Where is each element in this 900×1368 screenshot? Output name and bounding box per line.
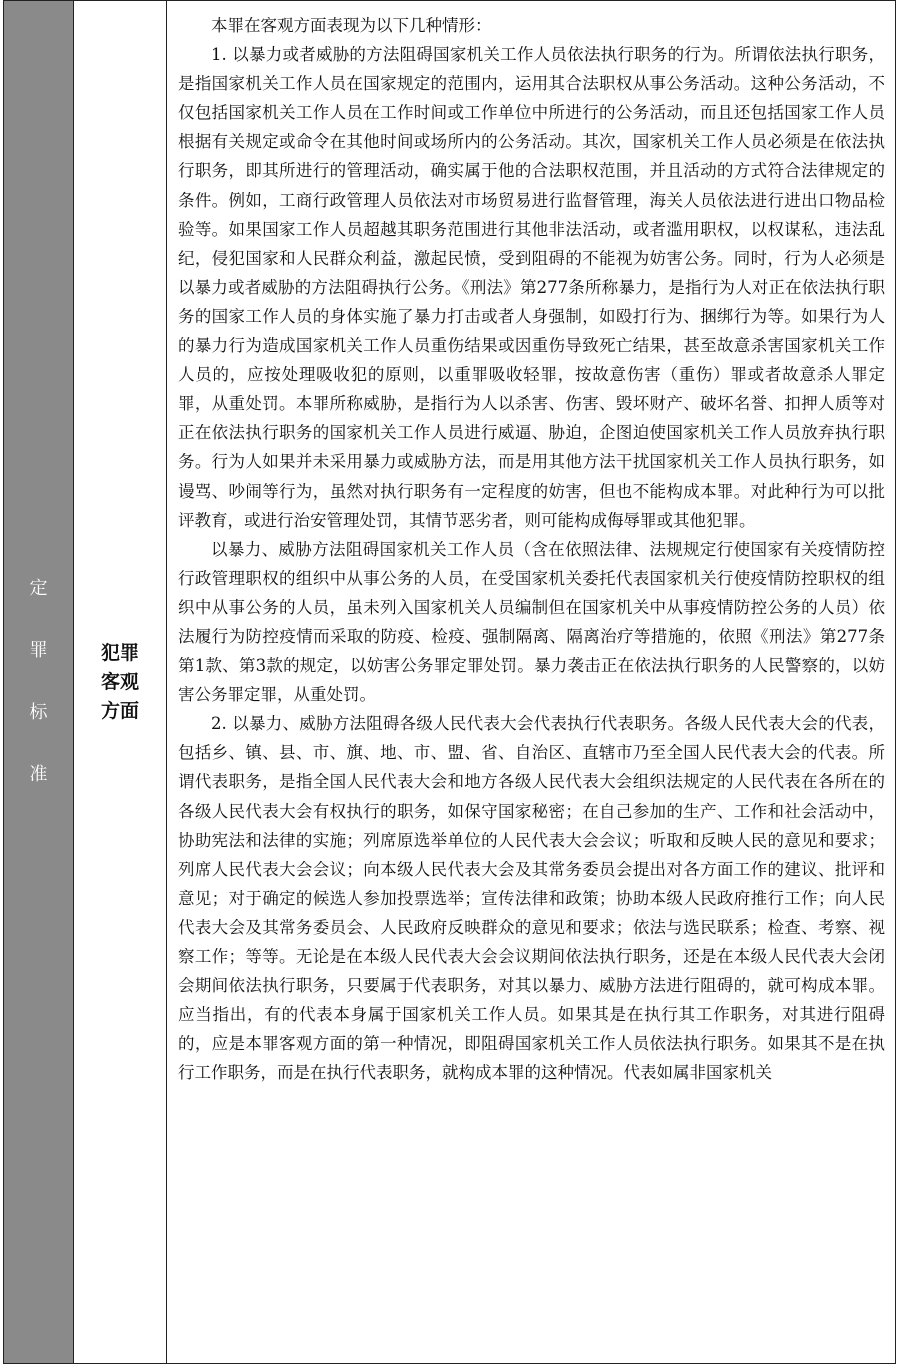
category-char: 罪 — [29, 640, 48, 661]
category-char: 标 — [29, 702, 48, 723]
subcategory-column — [74, 1, 167, 1363]
paragraph-epidemic: 以暴力、威胁方法阻碍国家机关工作人员（含在依照法律、法规规定行使国家有关疫情防控行政管理职权的组织中从事公务的人员，在受国家机关委托代表国家机关行使疫情防控职权的组织中从事公务的人员，虽未列入国家机关人员编制但在国家机关中从事疫情防控公务的人员）依法履行为防控疫情而采取的防疫、检疫、强制隔离、隔离治疗等措施的，依照《刑法》第277条第1款、第3款的规定，以妨害公务罪定罪处罚。暴力袭击正在依法执行职务的人民警察的，以妨害公务罪定罪，从重处罚。 — [178, 539, 885, 705]
subcategory-line: 犯罪 — [100, 641, 139, 664]
paragraph-situation-1: 1. 以暴力或者威胁的方法阻碍国家机关工作人员依法执行职务的行为。所谓依法执行职务，是指国家机关工作人员在国家规定的范围内，运用其合法职权从事公务活动。这种公务活动，不仅包括国家机关工作人员在工作时间或工作单位中所进行的公务活动，而且还包括国家工作人员根据有关规定或命令在其他时间或场所内的公务活动。其次，国家机关工作人员必须是在依法执行职务，即其所进行的管理活动，确实属于他的合法职权范围，并且活动的方式符合法律规定的条件。例如，工商行政管理人员依法对市场贸易进行监督管理，海关人员依法进行进出口物品检验等。如果国家工作人员超越其职务范围进行其他非法活动，或者滥用职权，以权谋私，违法乱纪，侵犯国家和人民群众利益，激起民愤，受到阻碍的不能视为妨害公务。同时，行为人必须是以暴力或者威胁的方法阻碍执行公务。《刑法》第277条所称暴力，是指行为人对正在依法执行职务的国家工作人员的身体实施了暴力打击或者人身强制，如殴打行为、捆绑行为等。如果行为人的暴力行为造成国家机关工作人员重伤结果或因重伤导致死亡结果，甚至故意杀害国家机关工作人员的，应按处理吸收犯的原则，以重罪吸收轻罪，按故意伤害（重伤）罪或者故意杀人罪定罪，从重处罚。本罪所称威胁，是指行为人以杀害、伤害、毁坏财产、破坏名誉、扣押人质等对正在依法执行职务的国家机关工作人员进行威逼、胁迫，企图迫使国家机关工作人员放弃执行职务。行为人如果并未采用暴力或威胁方法，而是用其他方法干扰国家机关工作人员执行职务，如谩骂、吵闹等行为，虽然对执行职务有一定程度的妨害，但也不能构成本罪。对此种行为可以批评教育，或进行治安管理处罚，其情节恶劣者，则可能构成侮辱罪或其他犯罪。 — [178, 45, 885, 530]
category-char: 定 — [29, 578, 48, 599]
category-char: 准 — [29, 764, 48, 785]
subcategory-line: 客观 — [100, 670, 139, 693]
subcategory-line: 方面 — [100, 699, 139, 722]
crime-standard-table — [3, 0, 896, 1364]
category-column — [4, 1, 74, 1363]
paragraph-situation-2: 2. 以暴力、威胁方法阻碍各级人民代表大会代表执行代表职务。各级人民代表大会的代表，包括乡、镇、县、市、旗、地、市、盟、省、自治区、直辖市乃至全国人民代表大会的代表。所谓代表职务，是指全国人民代表大会和地方各级人民代表大会组织法规定的人民代表在各所在的各级人民代表大会有权执行的职务，如保守国家秘密；在自己参加的生产、工作和社会活动中，协助宪法和法律的实施；列席原选举单位的人民代表大会会议；听取和反映人民的意见和要求；列席人民代表大会会议；向本级人民代表大会及其常务委员会提出对各方面工作的建议、批评和意见；对于确定的候选人参加投票选举；宣传法律和政策；协助本级人民政府推行工作；向人民代表大会及其常务委员会、人民政府反映群众的意见和要求；依法与选民联系；检查、考察、视察工作；等等。无论是在本级人民代表大会会议期间依法执行职务，还是在本级人民代表大会闭会期间依法执行职务，只要属于代表职务，对其以暴力、威胁方法进行阻碍的，就可构成本罪。应当指出，有的代表本身属于国家机关工作人员。如果其是在执行其工作职务，对其进行阻碍的，应是本罪客观方面的第一种情况，即阻碍国家机关工作人员依法执行职务。如果其不是在执行工作职务，而是在执行代表职务，就构成本罪的这种情况。代表如属非国家机关 — [178, 714, 885, 1083]
content-column — [167, 1, 895, 1363]
paragraph-intro: 本罪在客观方面表现为以下几种情形： — [211, 16, 492, 35]
